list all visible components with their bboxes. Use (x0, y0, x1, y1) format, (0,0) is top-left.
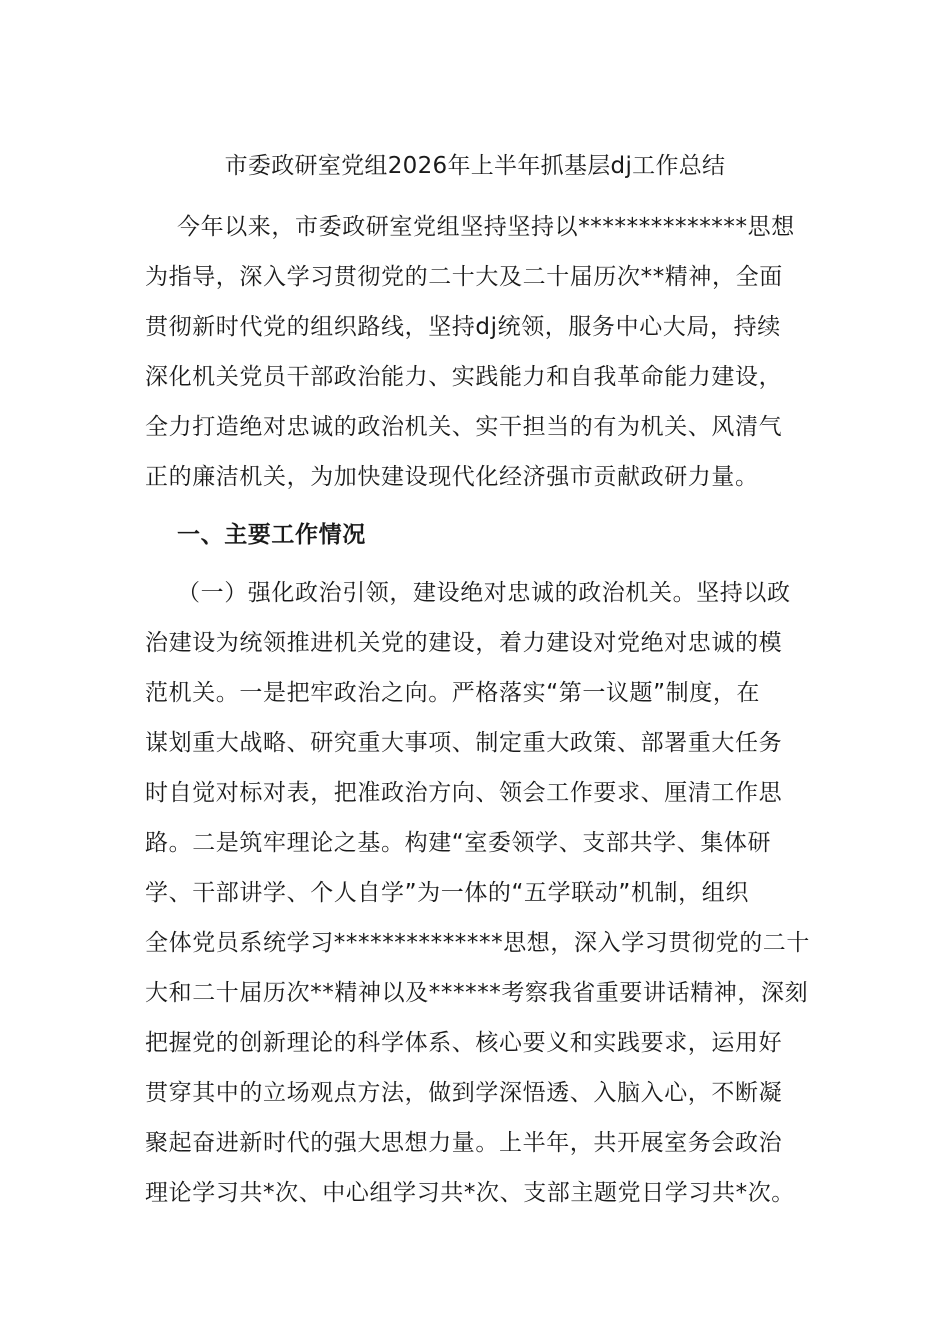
text-line: 贯彻新时代党的组织路线，坚持dj统领，服务中心大局，持续 (145, 314, 781, 340)
text-line: 谋划重大战略、研究重大事项、制定重大政策、部署重大任务 (145, 730, 783, 756)
text-line: 今年以来，市委政研室党组坚持坚持以**************思想 (177, 214, 795, 240)
text-line: 贯穿其中的立场观点方法，做到学深悟透、入脑入心，不断凝 (145, 1080, 783, 1106)
text-line: 范机关。一是把牢政治之向。严格落实“第一议题”制度，在 (145, 680, 761, 706)
section-heading-text: 一、主要工作情况 (177, 522, 366, 548)
section-heading (145, 510, 810, 560)
text-line: 路。二是筑牢理论之基。构建“室委领学、支部共学、集体研 (145, 830, 772, 856)
text-line: 大和二十届历次**精神以及******考察我省重要讲话精神，深刻 (145, 980, 809, 1006)
text-line: 时自觉对标对表，把准政治方向、领会工作要求、厘清工作思 (145, 780, 783, 806)
intro-paragraph (145, 202, 810, 502)
text-line: 为指导，深入学习贯彻党的二十大及二十届历次**精神，全面 (145, 264, 783, 290)
section-1-paragraph (145, 568, 810, 1218)
text-line: 把握党的创新理论的科学体系、核心要义和实践要求，运用好 (145, 1030, 783, 1056)
text-line: 全力打造绝对忠诚的政治机关、实干担当的有为机关、风清气 (145, 414, 783, 440)
text-line: （一）强化政治引领，建设绝对忠诚的政治机关。坚持以政 (177, 580, 791, 606)
text-line: 聚起奋进新时代的强大思想力量。上半年，共开展室务会政治 (145, 1130, 783, 1156)
text-line: 理论学习共*次、中心组学习共*次、支部主题党日学习共*次。 (145, 1180, 795, 1206)
text-line: 学、干部讲学、个人自学”为一体的“五学联动”机制，组织 (145, 880, 749, 906)
text-line: 治建设为统领推进机关党的建设，着力建设对党绝对忠诚的模 (145, 630, 783, 656)
text-line: 全体党员系统学习**************思想，深入学习贯彻党的二十 (145, 930, 810, 956)
text-line: 深化机关党员干部政治能力、实践能力和自我革命能力建设， (145, 364, 783, 390)
document-title: 市委政研室党组2026年上半年抓基层dj工作总结 (224, 153, 726, 179)
text-line: 正的廉洁机关，为加快建设现代化经济强市贡献政研力量。 (145, 464, 759, 490)
